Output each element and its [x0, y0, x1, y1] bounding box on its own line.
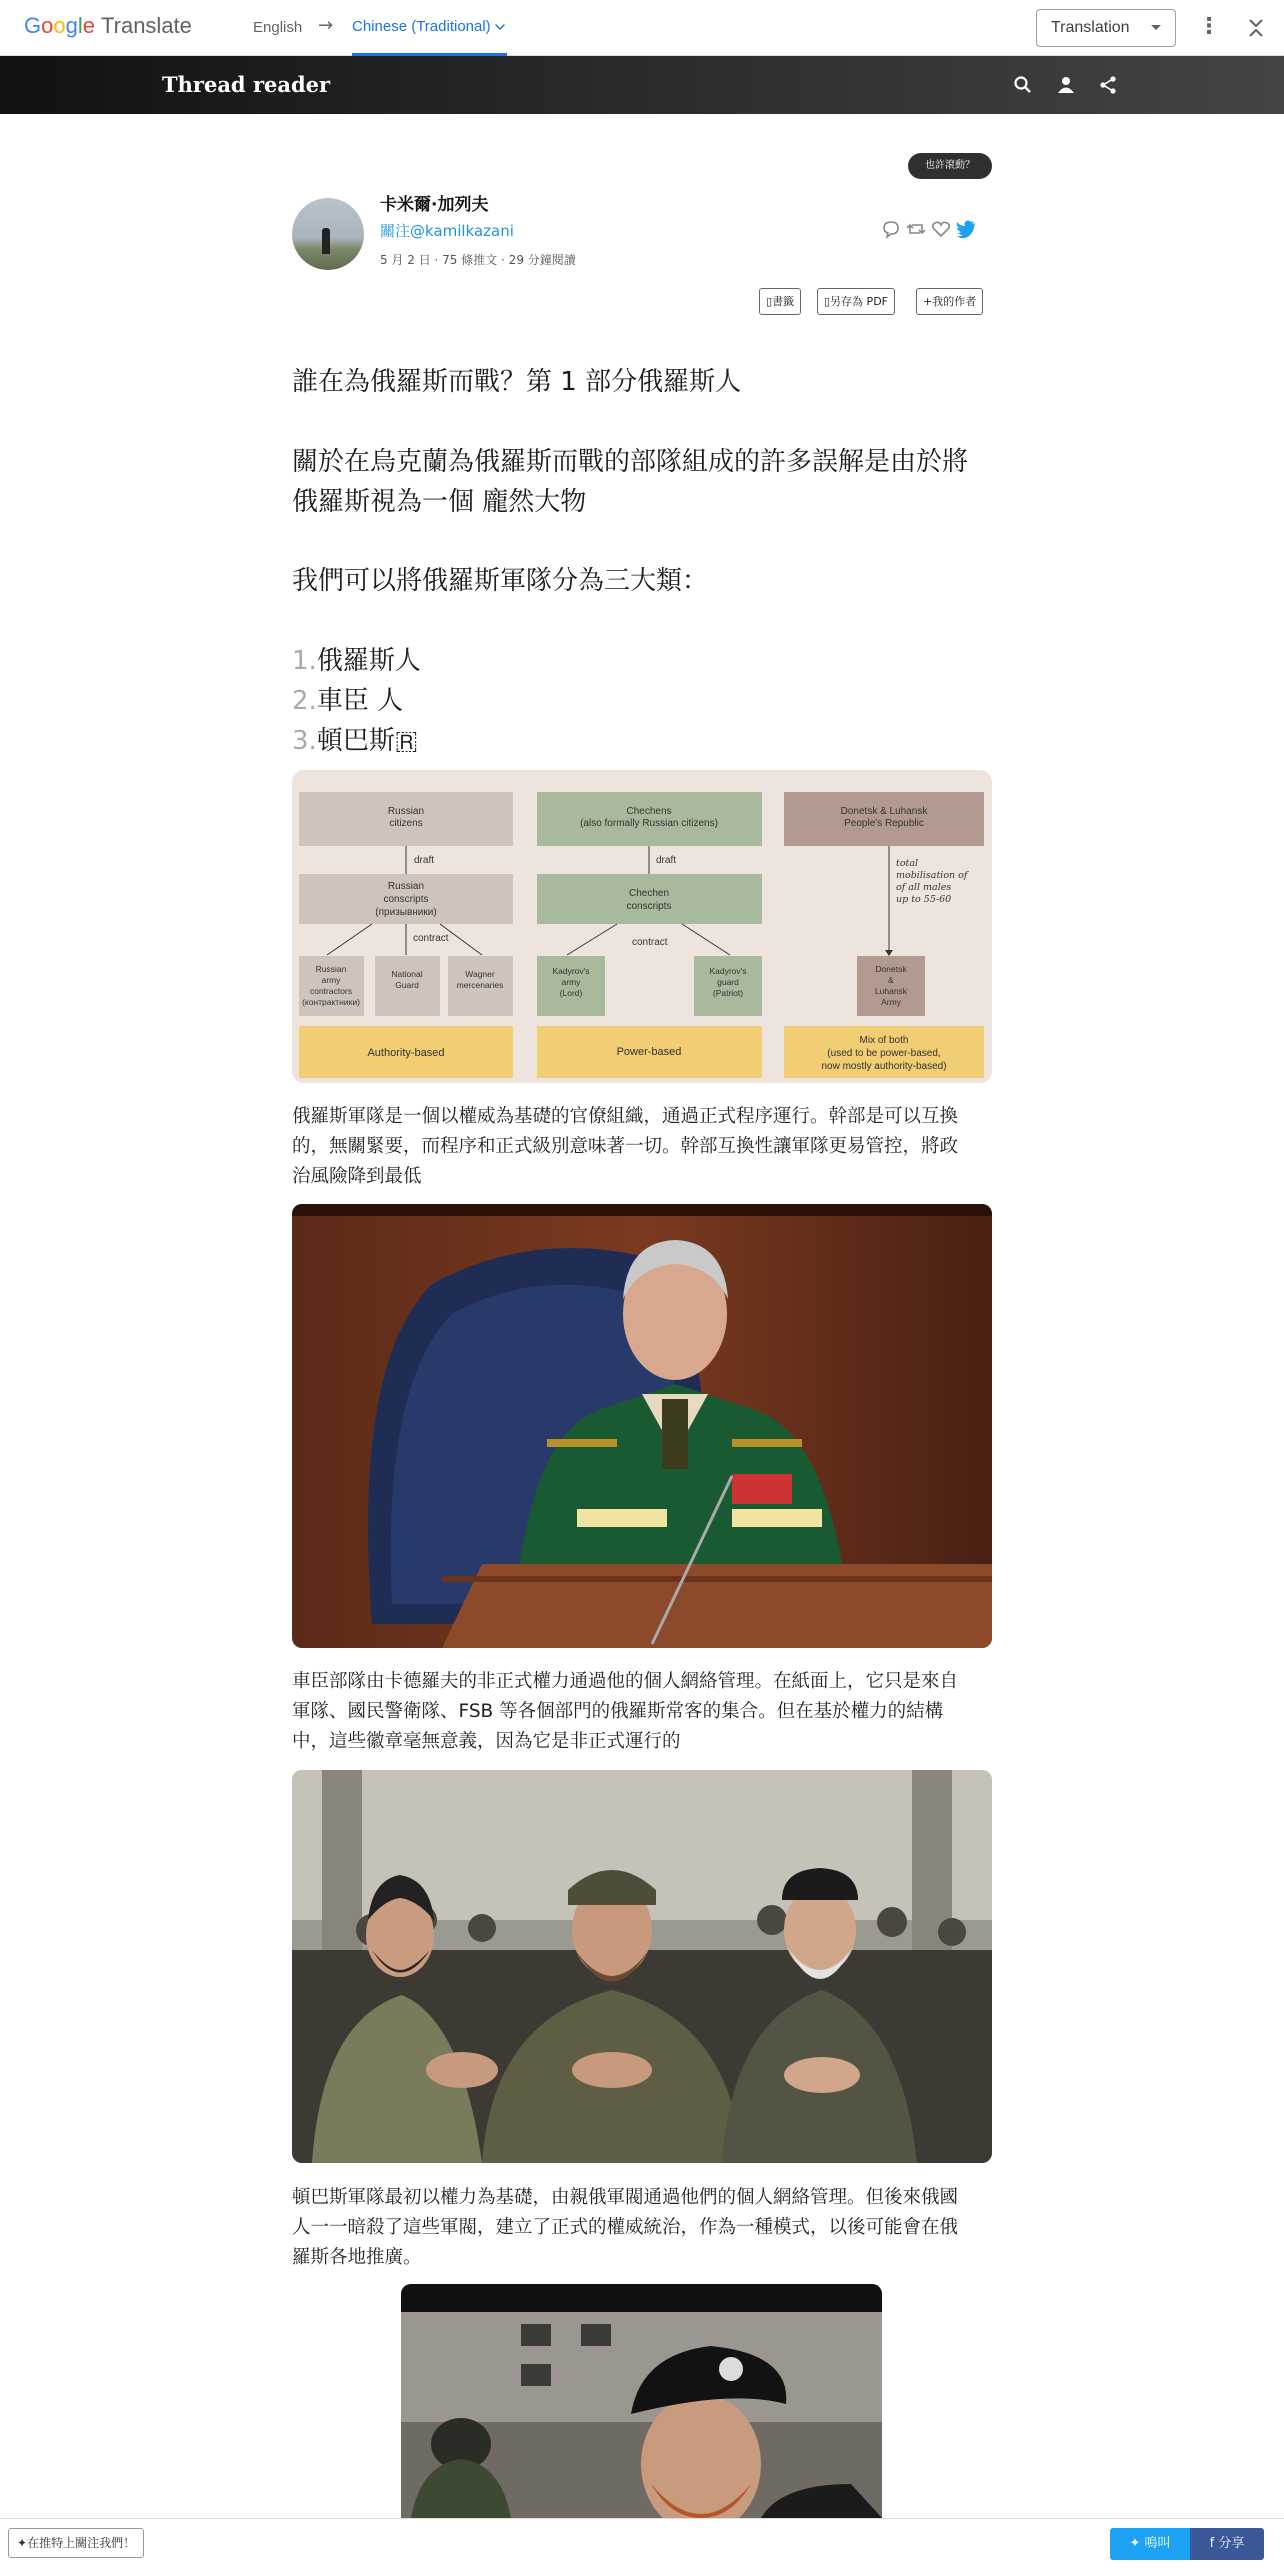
photo-chechen-leaders[interactable]: [292, 1770, 992, 2163]
kadyrov-army-label: Kadyrov's: [552, 966, 590, 976]
contract-label: contract: [632, 937, 668, 948]
photo-donbas-commander[interactable]: [401, 2284, 882, 2518]
russian-conscripts-label: conscripts: [383, 894, 429, 905]
russian-citizens-label: Russian: [387, 806, 425, 817]
wagner-label: mercenaries: [456, 980, 504, 990]
translation-mode-select[interactable]: Translation: [1036, 9, 1176, 47]
chevron-down-icon[interactable]: [495, 20, 505, 30]
pdf-icon: ▯: [824, 295, 831, 308]
russian-citizens-label: citizens: [389, 818, 423, 829]
save-pdf-button[interactable]: ▯另存為 PDF: [817, 288, 895, 315]
twitter-bird-icon: ✦: [1129, 2536, 1145, 2551]
my-authors-button[interactable]: +我的作者: [916, 288, 983, 315]
dlnr-label: Donetsk & Luhansk: [840, 806, 928, 817]
contractors-label: (контрактники): [302, 997, 360, 1007]
twitter-bird-icon[interactable]: [955, 218, 977, 240]
collapse-icon[interactable]: [1245, 16, 1267, 40]
list-item: 1.俄羅斯人: [292, 646, 421, 676]
thread-title: 誰在為俄羅斯而戰？第 1 部分俄羅斯人: [292, 367, 742, 397]
twitter-bird-icon: ✦: [17, 2536, 28, 2550]
connector-line: [567, 924, 617, 955]
footer-bar: [0, 2518, 1284, 2568]
arrow-head-icon: [885, 950, 893, 956]
mobilisation-note: up to 55-60: [896, 894, 952, 905]
dlnr-label: People's Republic: [844, 818, 924, 829]
chechen-conscripts-label: Chechen: [628, 888, 670, 899]
search-icon[interactable]: [1012, 74, 1034, 96]
facebook-share-button[interactable]: f 分享: [1190, 2528, 1264, 2560]
categories-lead: 我們可以將俄羅斯軍隊分為三大類：: [292, 566, 709, 596]
paragraph-chechen-forces: 車臣部隊由卡德羅夫的非正式權力通過他的個人網絡管理。在紙面上，它只是來自 軍隊、國民警衛隊、FSB 等各個部門的俄羅斯常客的集合。但在基於權力的結構 中，這些徽章毫無意義，因為它是非正式運行的: [292, 1671, 959, 1752]
bookmark-icon: ▯: [766, 295, 773, 308]
kadyrov-guard-label: guard: [717, 977, 739, 987]
list-item: 2.車臣 人: [292, 686, 404, 716]
thread-reader-header: [0, 56, 1284, 114]
share-icon[interactable]: [1097, 74, 1119, 96]
thread-meta: 5 月 2 日 · 75 條推文 · 29 分鐘閱讀: [380, 253, 576, 267]
source-language[interactable]: English: [253, 19, 303, 36]
bookmark-button[interactable]: ▯書籤: [759, 288, 801, 315]
contractors-label: Russian: [315, 964, 347, 974]
kadyrov-army-label: army: [561, 977, 581, 987]
mobilisation-note: total: [896, 858, 919, 869]
more-options-icon[interactable]: ⋮: [1198, 14, 1220, 39]
connector-line: [682, 924, 730, 955]
mix-label: (used to be power-based,: [827, 1048, 941, 1059]
kadyrov-guard-label: Kadyrov's: [709, 966, 747, 976]
like-icon[interactable]: [930, 218, 952, 240]
wagner-label: Wagner: [465, 969, 495, 979]
list-item: 3.頓巴斯🇷: [292, 726, 418, 756]
chechen-conscripts-label: conscripts: [626, 901, 672, 912]
power-based-label: Power-based: [616, 1046, 682, 1058]
mobilisation-note: of all males: [896, 882, 952, 893]
google-translate-bar: [0, 0, 1284, 56]
contractors-label: army: [321, 975, 341, 985]
maybe-scroll-badge[interactable]: 也許滾動？: [908, 153, 992, 179]
kadyrov-guard-label: (Patriot): [712, 988, 744, 998]
dl-army-label: Donetsk: [875, 964, 907, 974]
draft-label: draft: [414, 855, 435, 866]
dl-army-label: &: [888, 975, 894, 985]
retweet-icon[interactable]: [905, 218, 927, 240]
tweet-button[interactable]: ✦ 鳴叫: [1110, 2528, 1190, 2560]
intro-line-1: 關於在烏克蘭為俄羅斯而戰的部隊組成的許多誤解是由於將: [292, 447, 969, 477]
chechen-conscripts-box: [537, 874, 762, 924]
plus-icon: +: [923, 295, 933, 308]
avatar[interactable]: [292, 198, 364, 270]
national-guard-label: National: [391, 969, 423, 979]
mix-label: Mix of both: [859, 1035, 909, 1046]
chechens-label: Chechens: [626, 806, 672, 817]
dl-army-label: Army: [881, 997, 901, 1007]
arrow-right-icon: →: [318, 15, 334, 36]
google-translate-logo[interactable]: Google Translate: [24, 13, 192, 38]
intro-line-2: 俄羅斯視為一個 龐然大物: [292, 487, 587, 517]
kadyrov-army-label: (Lord): [559, 988, 583, 998]
author-name: 卡米爾·加列夫: [380, 195, 489, 215]
russian-conscripts-label: (призывники): [375, 907, 437, 918]
caret-down-icon: [1151, 25, 1161, 30]
russian-conscripts-label: Russian: [387, 881, 425, 892]
contract-label: contract: [413, 933, 449, 944]
facebook-icon: f: [1209, 2536, 1219, 2551]
mobilisation-note: mobilisation of: [896, 870, 968, 881]
paragraph-russian-army: 俄羅斯軍隊是一個以權威為基礎的官僚組織，通過正式程序運行。幹部是可以互換 的，無關緊要，而程序和正式級別意味著一切。幹部互換性讓軍隊更易管控，將政 治風險降到最低: [292, 1106, 959, 1187]
national-guard-label: Guard: [395, 980, 419, 990]
mix-label: now mostly authority-based): [821, 1061, 947, 1072]
dl-army-label: Luhansk: [874, 986, 908, 996]
follow-author-link[interactable]: 關注@kamilkazani: [380, 222, 514, 240]
thread-reader-logo[interactable]: Thread reader: [162, 72, 331, 97]
authority-based-label: Authority-based: [367, 1047, 445, 1059]
paragraph-donbas-forces: 頓巴斯軍隊最初以權力為基礎，由親俄軍閥通過他們的個人網絡管理。但後來俄國 人一一暗殺了這些軍閥，建立了正式的權威統治，作為一種模式，以後可能會在俄 羅斯各地推廣。: [292, 2187, 959, 2268]
photo-general[interactable]: [292, 1204, 992, 1648]
reply-icon[interactable]: [880, 218, 902, 240]
army-structure-diagram[interactable]: [292, 770, 992, 1083]
draft-label: draft: [656, 855, 677, 866]
follow-on-twitter-button[interactable]: ✦在推特上關注我們！: [8, 2528, 144, 2558]
connector-line: [327, 924, 372, 955]
avatar-figure: [322, 228, 330, 254]
contractors-label: contractors: [309, 986, 353, 996]
chechens-label: (also formally Russian citizens): [580, 818, 718, 829]
user-icon[interactable]: [1055, 74, 1077, 96]
target-language[interactable]: Chinese (Traditional): [352, 18, 491, 35]
